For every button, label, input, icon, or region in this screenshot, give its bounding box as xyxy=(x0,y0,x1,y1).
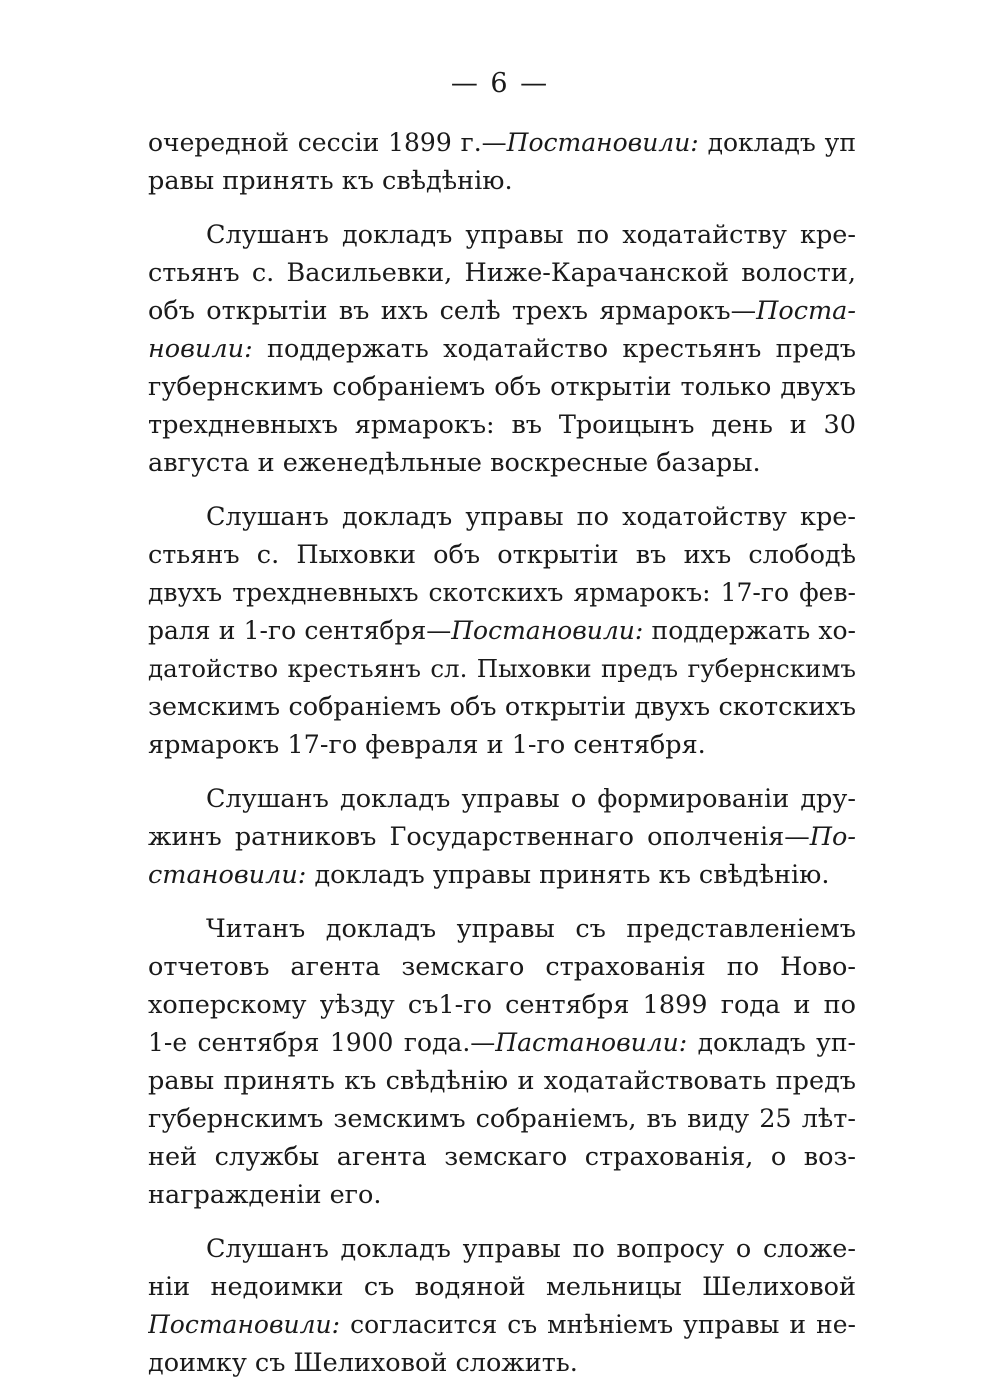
text-run: равы принять къ свѣдѣнію. xyxy=(148,166,513,196)
paragraph-5 xyxy=(148,1230,856,1382)
text-line xyxy=(148,368,856,406)
text-line xyxy=(148,726,856,764)
text-run: доимку съ Шелиховой сложить. xyxy=(148,1348,578,1378)
text-run: Слушанъ докладъ управы по вопросу о сложе- xyxy=(206,1234,856,1264)
text-line xyxy=(148,1306,856,1344)
text-run: губернскимъ земскимъ собраніемъ, въ виду 25 лѣт- xyxy=(148,1104,856,1134)
text-run: двухъ трехдневныхъ скотскихъ ярмарокъ: 17-го фев- xyxy=(148,578,856,607)
text-run: датойство крестьянъ сл. Пыховки предъ губернскимъ xyxy=(148,654,856,683)
text-run: докладъ уп- xyxy=(687,1028,856,1057)
text-run: согласится съ мнѣніемъ управы и не- xyxy=(340,1310,856,1339)
text-run: отчетовъ агента земскаго страхованія по Ново- xyxy=(148,952,856,982)
text-run: Читанъ докладъ управы съ представленіемъ xyxy=(206,914,856,944)
text-line xyxy=(148,1062,856,1100)
text-run: Слушанъ докладъ управы по ходатайству кре- xyxy=(206,220,856,250)
text-line xyxy=(148,216,856,254)
text-line xyxy=(148,574,856,612)
text-run: губернскимъ собраніемъ объ открытіи только двухъ xyxy=(148,372,856,402)
italic-run: становили: xyxy=(148,860,307,890)
document-body xyxy=(148,124,856,1398)
italic-run: новили: xyxy=(148,334,253,364)
text-line xyxy=(148,1024,856,1062)
text-run: раля и 1-го сентября— xyxy=(148,616,452,645)
text-line xyxy=(148,780,856,818)
italic-run: Поста- xyxy=(756,296,856,326)
text-line xyxy=(148,1344,856,1382)
text-run: очередной сессіи 1899 г.— xyxy=(148,128,507,157)
paragraph-3 xyxy=(148,780,856,894)
italic-run: Постановили: xyxy=(506,128,699,157)
text-run: ярмарокъ 17-го февраля и 1-го сентября. xyxy=(148,730,706,760)
paragraph-4 xyxy=(148,910,856,1214)
text-line xyxy=(148,444,856,482)
italic-run: Пастановили: xyxy=(495,1028,688,1057)
text-line xyxy=(148,986,856,1024)
text-run: награжденіи его. xyxy=(148,1180,382,1210)
text-run: докладъ управы принять къ свѣдѣнію. xyxy=(306,860,830,890)
text-run: поддержать ходатайство крестьянъ предъ xyxy=(252,334,856,364)
text-line xyxy=(148,612,856,650)
italic-run: Постановили: xyxy=(451,616,644,645)
text-line xyxy=(148,292,856,330)
text-line xyxy=(148,406,856,444)
text-run: 1-е сентября 1900 года.— xyxy=(148,1028,496,1057)
text-line xyxy=(148,818,856,856)
text-run: стьянъ с. Васильевки, Ниже-Карачанской волости, xyxy=(148,258,856,288)
text-run: августа и еженедѣльные воскресные базары. xyxy=(148,448,761,478)
text-run: Слушанъ докладъ управы по ходатойству кре- xyxy=(206,502,856,532)
text-line xyxy=(148,910,856,948)
text-run: ней службы агента земскаго страхованія, о воз- xyxy=(148,1142,856,1172)
text-line xyxy=(148,162,856,200)
page-number: — 6 — xyxy=(450,68,550,99)
text-line xyxy=(148,330,856,368)
text-run: жинъ ратниковъ Государственнаго ополченія— xyxy=(148,822,810,852)
text-line xyxy=(148,1268,856,1306)
text-run: равы принять къ свѣдѣнію и ходатайствовать предъ xyxy=(148,1066,856,1096)
text-line xyxy=(148,1176,856,1214)
text-run: ніи недоимки съ водяной мельницы Шелиховой xyxy=(148,1272,856,1302)
text-run: хоперскому уѣзду съ1-го сентября 1899 года и по xyxy=(148,990,856,1020)
text-line xyxy=(148,1100,856,1138)
text-run: земскимъ собраніемъ объ открытіи двухъ скотскихъ xyxy=(148,692,856,722)
text-line xyxy=(148,254,856,292)
text-line xyxy=(148,124,856,162)
paragraph-0 xyxy=(148,124,856,200)
text-line xyxy=(148,1230,856,1268)
text-run: поддержать хо- xyxy=(643,616,856,645)
text-run: трехдневныхъ ярмарокъ: въ Троицынъ день и 30 xyxy=(148,410,856,440)
text-line xyxy=(148,1138,856,1176)
text-line xyxy=(148,948,856,986)
italic-run: Постановили: xyxy=(148,1310,341,1339)
text-line xyxy=(148,650,856,688)
text-line xyxy=(148,498,856,536)
text-line xyxy=(148,536,856,574)
text-line xyxy=(148,856,856,894)
text-run: докладъ уп xyxy=(698,128,856,157)
italic-run: По- xyxy=(809,822,856,852)
text-run: объ открытіи въ ихъ селѣ трехъ ярмарокъ— xyxy=(148,296,757,326)
paragraph-1 xyxy=(148,216,856,482)
text-run: Слушанъ докладъ управы о формированіи дру- xyxy=(206,784,856,814)
text-run: стьянъ с. Пыховки объ открытіи въ ихъ слободѣ xyxy=(148,540,856,570)
paragraph-2 xyxy=(148,498,856,764)
text-line xyxy=(148,688,856,726)
